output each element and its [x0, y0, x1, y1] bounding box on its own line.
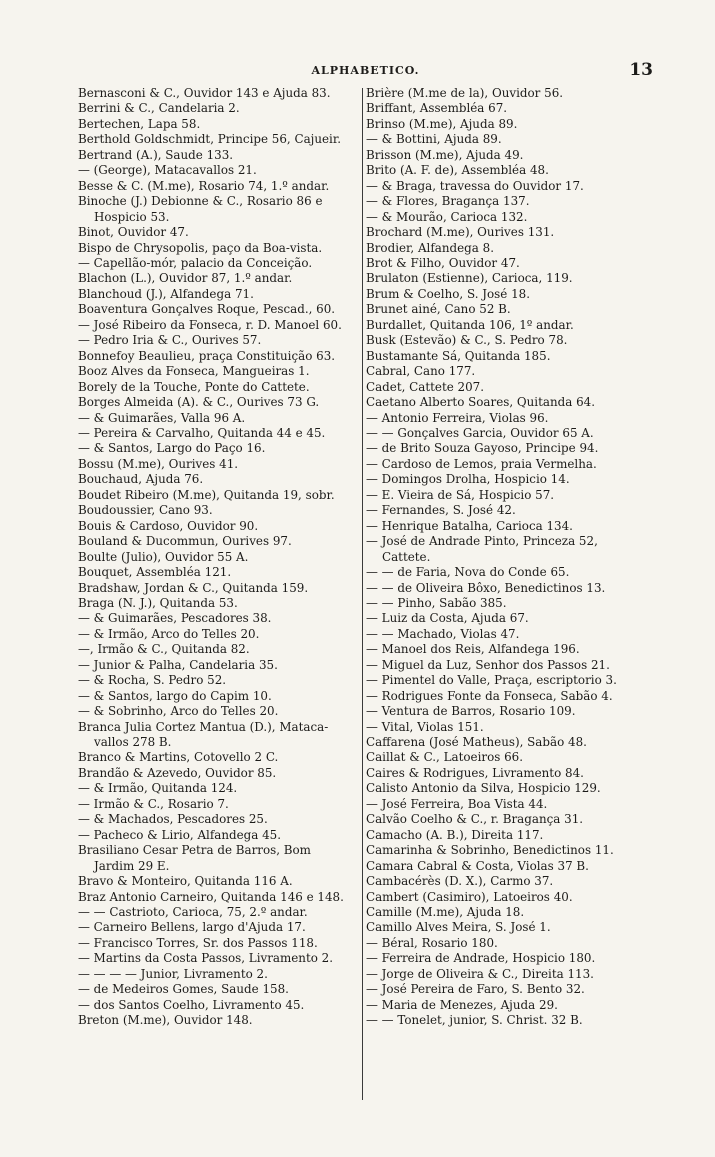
directory-entry: — Domingos Drolha, Hospicio 14. [366, 472, 570, 487]
directory-entry: — dos Santos Coelho, Livramento 45. [78, 997, 305, 1012]
directory-entry: — Maria de Menezes, Ajuda 29. [366, 997, 558, 1012]
running-title: ALPHABETICO. [311, 64, 420, 77]
directory-entry: — & Mourão, Carioca 132. [366, 209, 528, 224]
directory-entry: Cadet, Cattete 207. [366, 379, 485, 394]
directory-entry: Cambacérès (D. X.), Carmo 37. [366, 874, 554, 889]
directory-entry: Berrini & C., Candelaria 2. [78, 101, 240, 116]
directory-entry: Brochard (M.me), Ourives 131. [366, 225, 555, 240]
directory-entry: Brinso (M.me), Ajuda 89. [366, 116, 518, 131]
directory-entry: Busk (Estevão) & C., S. Pedro 78. [366, 333, 568, 348]
directory-entry: — & Guimarães, Pescadores 38. [78, 611, 272, 626]
directory-entry: Brandão & Azevedo, Ouvidor 85. [78, 765, 277, 780]
directory-entry: Binoche (J.) Debionne & C., Rosario 86 e [78, 194, 323, 209]
directory-entry: Caetano Alberto Soares, Quitanda 64. [366, 395, 596, 410]
directory-entry: — de Medeiros Gomes, Saude 158. [78, 982, 289, 997]
directory-entry: Cambert (Casimiro), Latoeiros 40. [366, 889, 573, 904]
directory-entry: Calvão Coelho & C., r. Bragança 31. [366, 812, 584, 827]
directory-entry: — Luiz da Costa, Ajuda 67. [366, 611, 529, 626]
directory-entry: Brasiliano Cesar Petra de Barros, Bom [78, 843, 311, 858]
directory-entry: Booz Alves da Fonseca, Mangueiras 1. [78, 364, 310, 379]
directory-entry: Jardim 29 E. [94, 858, 170, 873]
directory-entry: — & Santos, largo do Capim 10. [78, 688, 272, 703]
directory-entry: Boudet Ribeiro (M.me), Quitanda 19, sobr. [78, 487, 335, 502]
directory-entry: Bradshaw, Jordan & C., Quitanda 159. [78, 580, 309, 595]
directory-entry: — Capellão-mór, palacio da Conceição. [78, 255, 313, 270]
directory-entry: — & Guimarães, Valla 96 A. [78, 410, 246, 425]
directory-entry: — José Ferreira, Boa Vista 44. [366, 796, 548, 811]
directory-entry: Brulaton (Estienne), Carioca, 119. [366, 271, 573, 286]
directory-entry: Blanchoud (J.), Alfandega 71. [78, 286, 254, 301]
directory-entry: Brunet ainé, Cano 52 B. [366, 302, 511, 317]
directory-entry: Bravo & Monteiro, Quitanda 116 A. [78, 874, 293, 889]
directory-entry: — — — — Junior, Livramento 2. [78, 966, 268, 981]
directory-entry: — & Braga, travessa do Ouvidor 17. [366, 178, 584, 193]
directory-entry: Caires & Rodrigues, Livramento 84. [366, 765, 584, 780]
directory-entry: — Rodrigues Fonte da Fonseca, Sabão 4. [366, 688, 613, 703]
directory-entry: — José Pereira de Faro, S. Bento 32. [366, 982, 585, 997]
directory-entry: Camillo Alves Meira, S. José 1. [366, 920, 551, 935]
directory-entry: Bustamante Sá, Quitanda 185. [366, 348, 551, 363]
directory-entry: — Vital, Violas 151. [366, 719, 484, 734]
directory-entry: — & Irmão, Arco do Telles 20. [78, 626, 260, 641]
directory-entry: — & Bottini, Ajuda 89. [366, 132, 502, 147]
directory-entry: Caffarena (José Matheus), Sabão 48. [366, 735, 587, 750]
directory-entry: Bernasconi & C., Ouvidor 143 e Ajuda 83. [78, 86, 331, 100]
directory-entry: — E. Vieira de Sá, Hospicio 57. [366, 487, 555, 502]
directory-entry: Camille (M.me), Ajuda 18. [366, 905, 525, 920]
directory-entry: — — Gonçalves Garcia, Ouvidor 65 A. [366, 425, 594, 440]
directory-entry: — Ferreira de Andrade, Hospicio 180. [366, 951, 596, 966]
directory-entry: Bouquet, Assembléa 121. [78, 565, 232, 580]
directory-entry: Binot, Ouvidor 47. [78, 225, 189, 240]
directory-entry: Camacho (A. B.), Direita 117. [366, 827, 544, 842]
directory-entry: — Irmão & C., Rosario 7. [78, 796, 229, 811]
directory-entry: — José de Andrade Pinto, Princeza 52, [366, 534, 598, 549]
directory-entry: Briffant, Assembléa 67. [366, 101, 508, 116]
directory-entry: — & Rocha, S. Pedro 52. [78, 673, 227, 688]
directory-entry: —, Irmão & C., Quitanda 82. [78, 642, 250, 657]
directory-entry: Bouchaud, Ajuda 76. [78, 472, 204, 487]
directory-entry: — Junior & Palha, Candelaria 35. [78, 657, 278, 672]
directory-entry: Brum & Coelho, S. José 18. [366, 286, 531, 301]
directory-entry: Brodier, Alfandega 8. [366, 240, 494, 255]
directory-entry: — Pedro Iria & C., Ourives 57. [78, 333, 262, 348]
directory-entry: — Pimentel do Valle, Praça, escriptorio 3. [366, 673, 617, 688]
directory-entry: Borely de la Touche, Ponte do Cattete. [78, 379, 310, 394]
directory-entry: — Henrique Batalha, Carioca 134. [366, 518, 573, 533]
directory-entry: Brito (A. F. de), Assembléa 48. [366, 163, 549, 178]
directory-entry: vallos 278 B. [94, 735, 172, 750]
directory-entry: Bertechen, Lapa 58. [78, 116, 201, 131]
directory-entry: — & Santos, Largo do Paço 16. [78, 441, 266, 456]
directory-entry: Brot & Filho, Ouvidor 47. [366, 255, 520, 270]
directory-entry: — Cardoso de Lemos, praia Vermelha. [366, 456, 597, 471]
directory-entry: Cattete. [382, 549, 431, 564]
directory-entry: Branco & Martins, Cotovello 2 C. [78, 750, 279, 765]
directory-entry: Burdallet, Quitanda 106, 1º andar. [366, 317, 574, 332]
directory-entry: — José Ribeiro da Fonseca, r. D. Manoel 60. [78, 317, 342, 332]
directory-entry: Berthold Goldschmidt, Principe 56, Cajueir. [78, 132, 342, 147]
directory-entry: — Pacheco & Lirio, Alfandega 45. [78, 827, 282, 842]
directory-entry: Boulte (Julio), Ouvidor 55 A. [78, 549, 249, 564]
directory-entry: Braga (N. J.), Quitanda 53. [78, 595, 238, 610]
directory-entry: — Pereira & Carvalho, Quitanda 44 e 45. [78, 425, 326, 440]
directory-entry: Boudoussier, Cano 93. [78, 503, 213, 518]
directory-entry: — — de Faria, Nova do Conde 65. [366, 565, 570, 580]
directory-entry: Branca Julia Cortez Mantua (D.), Mataca- [78, 719, 329, 734]
directory-entry: Calisto Antonio da Silva, Hospicio 129. [366, 781, 601, 796]
directory-entry: Besse & C. (M.me), Rosario 74, 1.º andar. [78, 178, 330, 193]
directory-entry: — Jorge de Oliveira & C., Direita 113. [366, 966, 594, 981]
directory-entry: — Antonio Ferreira, Violas 96. [366, 410, 549, 425]
directory-entry: — & Flores, Bragança 137. [366, 194, 530, 209]
directory-entry: — de Brito Souza Gayoso, Principe 94. [366, 441, 599, 456]
directory-entry: Boaventura Gonçalves Roque, Pescad., 60. [78, 302, 336, 317]
directory-entry: — Martins da Costa Passos, Livramento 2. [78, 951, 334, 966]
right-column [366, 86, 650, 1029]
left-column [78, 86, 362, 1029]
directory-entry: Breton (M.me), Ouvidor 148. [78, 1013, 253, 1028]
directory-entry: Camara Cabral & Costa, Violas 37 B. [366, 858, 589, 873]
directory-entry: Bonnefoy Beaulieu, praça Constituição 63. [78, 348, 336, 363]
directory-entry: Bossu (M.me), Ourives 41. [78, 456, 239, 471]
directory-entry: — Béral, Rosario 180. [366, 935, 498, 950]
directory-entry: — Fernandes, S. José 42. [366, 503, 516, 518]
directory-entry: — — Pinho, Sabão 385. [366, 595, 507, 610]
directory-entry: Bertrand (A.), Saude 133. [78, 147, 234, 162]
directory-entry: Caillat & C., Latoeiros 66. [366, 750, 524, 765]
column-divider [362, 88, 363, 1100]
directory-entry: Bouland & Ducommun, Ourives 97. [78, 534, 292, 549]
directory-entry: — Francisco Torres, Sr. dos Passos 118. [78, 935, 318, 950]
directory-entry: — — de Oliveira Bôxo, Benedictinos 13. [366, 580, 606, 595]
directory-entry: Hospicio 53. [94, 209, 170, 224]
directory-entry: Brière (M.me de la), Ouvidor 56. [366, 86, 564, 100]
directory-entry: Bispo de Chrysopolis, paço da Boa-vista. [78, 240, 323, 255]
directory-entry: — — Machado, Violas 47. [366, 626, 520, 641]
directory-entry: Braz Antonio Carneiro, Quitanda 146 e 148. [78, 889, 344, 904]
directory-entry: — (George), Matacavallos 21. [78, 163, 257, 178]
directory-entry: — & Machados, Pescadores 25. [78, 812, 268, 827]
directory-entry: — Manoel dos Reis, Alfandega 196. [366, 642, 580, 657]
directory-entry: — — Castrioto, Carioca, 75, 2.º andar. [78, 905, 308, 920]
directory-entry: — & Irmão, Quitanda 124. [78, 781, 238, 796]
directory-entry: Borges Almeida (A). & C., Ourives 73 G. [78, 395, 320, 410]
directory-entry: — — Tonelet, junior, S. Christ. 32 B. [366, 1013, 583, 1028]
directory-entry: — Ventura de Barros, Rosario 109. [366, 704, 576, 719]
directory-entry: Blachon (L.), Ouvidor 87, 1.º andar. [78, 271, 293, 286]
directory-entry: Camarinha & Sobrinho, Benedictinos 11. [366, 843, 614, 858]
directory-entry: — & Sobrinho, Arco do Telles 20. [78, 704, 279, 719]
directory-entry: — Miguel da Luz, Senhor dos Passos 21. [366, 657, 610, 672]
page-header [78, 60, 653, 80]
page-number: 13 [629, 60, 653, 80]
directory-entry: Cabral, Cano 177. [366, 364, 476, 379]
directory-entry: Bouis & Cardoso, Ouvidor 90. [78, 518, 259, 533]
directory-entry: Brisson (M.me), Ajuda 49. [366, 147, 524, 162]
directory-entry: — Carneiro Bellens, largo d'Ajuda 17. [78, 920, 306, 935]
